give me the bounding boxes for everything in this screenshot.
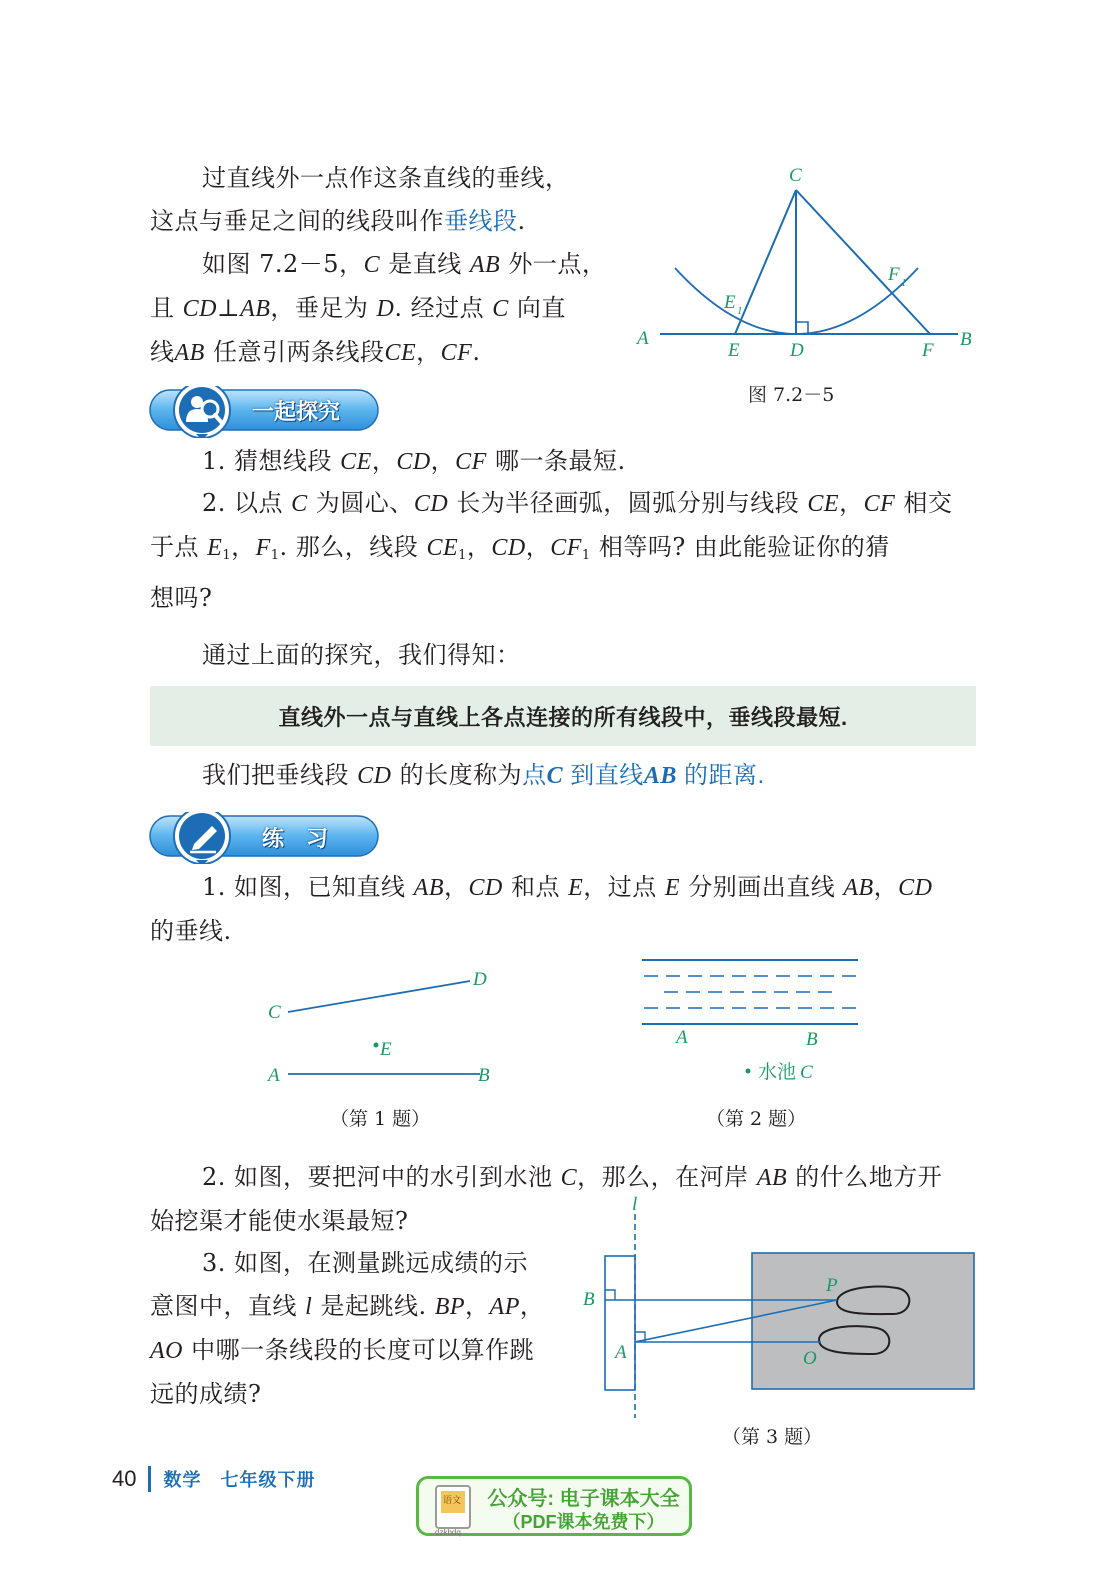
people-search-icon <box>184 392 224 428</box>
sand-pit <box>752 1253 974 1389</box>
exercise-1: 1. 如图，已知直线 AB，CD 和点 E，过点 E 分别画出直线 AB，CD 的垂线. <box>150 873 933 945</box>
stamp-line-2: （PDF课本免费下） <box>502 1512 665 1532</box>
exercise-3-figure <box>575 1196 985 1426</box>
label-e1-sub: 1 <box>737 305 743 317</box>
pool-point <box>746 1069 751 1074</box>
label-b: B <box>583 1289 595 1310</box>
label-b: B <box>960 329 972 350</box>
label-p: P <box>826 1275 838 1296</box>
label-e: E <box>728 340 740 361</box>
pool-label: 水池 <box>758 1061 797 1083</box>
exercise-3: 3. 如图，在测量跳远成绩的示 意图中，直线 l 是起跳线. BP，AP， AO 中哪一条线段的长度可以算作跳 远的成绩? <box>150 1249 545 1408</box>
label-e1: E <box>724 292 736 313</box>
intro-paragraph-2: 如图 7.2－5，C 是直线 AB 外一点， 且 CD⊥AB，垂足为 D. 经过点 C 向直 线AB 任意引两条线段CE，CF. <box>150 250 607 366</box>
label-o: O <box>803 1348 817 1369</box>
figure-7-2-5-caption: 图 7.2－5 <box>748 384 835 406</box>
explore-pill-label: 一起探究 <box>252 399 341 424</box>
label-b: B <box>806 1029 818 1050</box>
right-angle-mark <box>796 322 808 334</box>
label-a: A <box>268 1065 280 1086</box>
label-f1-sub: 1 <box>901 277 907 289</box>
exercise-3-caption: （第 3 题） <box>722 1426 823 1448</box>
pencil-icon <box>186 818 222 854</box>
label-c: C <box>789 165 802 186</box>
intro-paragraph-1: 过直线外一点作这条直线的垂线， 这点与垂足之间的线段叫作垂线段. <box>150 164 570 235</box>
stamp-line-1: 公众号: 电子课本大全 <box>487 1488 680 1510</box>
takeoff-board <box>605 1256 635 1390</box>
exercise-2: 2. 如图，要把河中的水引到水池 C，那么，在河岸 AB 的什么地方开 始挖渠才能使水渠最短? <box>150 1163 943 1235</box>
right-angle-b <box>605 1290 615 1300</box>
practice-pill-label: 练 习 <box>262 826 329 851</box>
exercise-1-figure <box>260 960 510 1090</box>
page-number: 40 <box>112 1466 137 1491</box>
label-a: A <box>637 328 649 349</box>
book-icon: 语文 dzkbdq <box>435 1485 471 1529</box>
pool-label-c: C <box>800 1062 813 1083</box>
line-cd <box>288 981 470 1012</box>
label-f: F <box>922 340 934 361</box>
label-d: D <box>473 969 487 990</box>
label-a: A <box>676 1027 688 1048</box>
label-l: l <box>632 1196 638 1215</box>
segment-ce <box>735 190 796 334</box>
term-perpendicular-segment: 垂线段 <box>444 208 518 235</box>
book-title: 数学 七年级下册 <box>163 1470 316 1490</box>
label-b: B <box>478 1065 490 1086</box>
theorem-box <box>150 686 976 746</box>
exercise-2-caption: （第 2 题） <box>706 1108 807 1130</box>
label-f1: F <box>888 264 900 285</box>
label-c: C <box>268 1002 281 1023</box>
explore-question-1: 1. 猜想线段 CE，CD，CF 哪一条最短. <box>202 447 626 475</box>
distance-definition: 我们把垂线段 CD 的长度称为点C 到直线AB 的距离. <box>202 761 765 789</box>
label-d: D <box>790 340 804 361</box>
segment-cf <box>796 190 930 334</box>
figure-7-2-5 <box>620 150 990 370</box>
footer-divider <box>148 1466 151 1492</box>
explore-question-2: 2. 以点 C 为圆心、CD 长为半径画弧，圆弧分别与线段 CE，CF 相交 于点 $E_1$，$F_1$. 那么，线段 $CE_1$，CD，$CF_1$ 相等吗? 由此能验证你的猜 想吗? <box>150 489 953 612</box>
point-e <box>374 1043 379 1048</box>
label-a: A <box>615 1342 627 1363</box>
watermark-stamp <box>416 1476 692 1536</box>
label-e: E <box>380 1039 392 1060</box>
exercise-2-figure <box>630 950 870 1090</box>
page-footer <box>112 1466 315 1492</box>
exercise-1-caption: （第 1 题） <box>330 1108 431 1130</box>
conclusion-lead: 通过上面的探究，我们得知： <box>202 641 521 669</box>
theorem-text: 直线外一点与直线上各点连接的所有线段中，垂线段最短. <box>278 704 848 730</box>
